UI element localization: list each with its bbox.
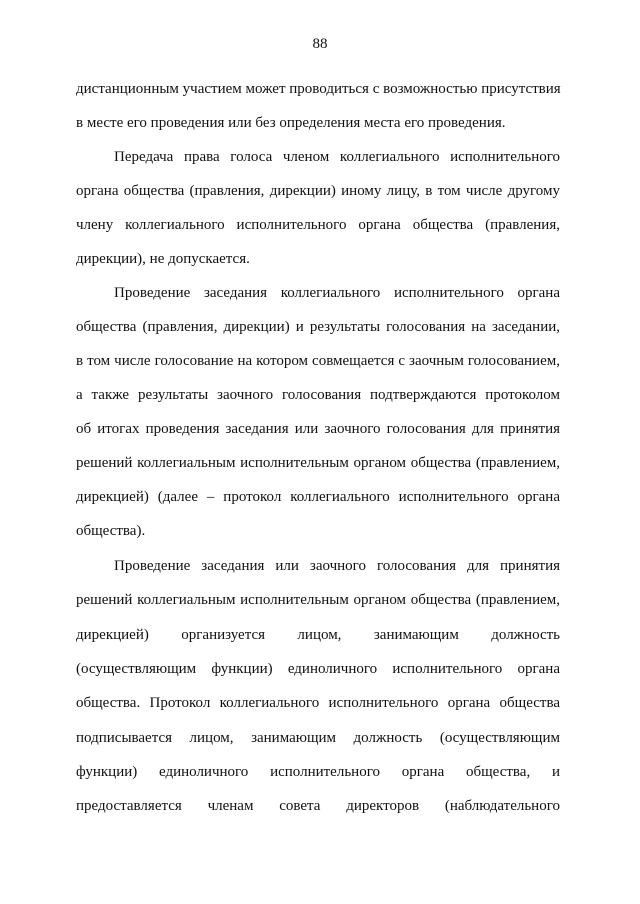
text-line: (осуществляющим функции) единоличного исполнительного органа — [76, 661, 560, 677]
text-line: члену коллегиального исполнительного органа общества (правления, — [76, 217, 560, 233]
text-line: в месте его проведения или без определения места его проведения. — [76, 115, 506, 131]
text-line: функции) единоличного исполнительного органа общества, и — [76, 764, 560, 780]
text-line: дирекцией) организуется лицом, занимающим должность — [76, 627, 560, 643]
text-line: Передача права голоса членом коллегиального исполнительного — [114, 149, 560, 165]
text-line: решений коллегиальным исполнительным органом общества (правлением, — [76, 455, 560, 471]
text-line: предоставляется членам совета директоров (наблюдательного — [76, 798, 560, 814]
text-line: дистанционным участием может проводиться с возможностью присутствия — [76, 81, 561, 97]
text-line: дирекции), не допускается. — [76, 251, 250, 267]
text-line: в том числе голосование на котором совмещается с заочным голосованием, — [76, 353, 560, 369]
text-line: решений коллегиальным исполнительным органом общества (правлением, — [76, 592, 560, 608]
text-line: общества (правления, дирекции) и результаты голосования на заседании, — [76, 319, 560, 335]
text-line: Проведение заседания или заочного голосования для принятия — [114, 558, 560, 574]
page-number: 88 — [312, 36, 328, 52]
text-line: органа общества (правления, дирекции) иному лицу, в том числе другому — [76, 183, 560, 199]
text-line: общества. Протокол коллегиального исполнительного органа общества — [76, 695, 560, 711]
text-line: а также результаты заочного голосования подтверждаются протоколом — [76, 387, 560, 403]
text-line: Проведение заседания коллегиального исполнительного органа — [114, 285, 560, 301]
text-line: общества). — [76, 523, 146, 539]
text-line: дирекцией) (далее – протокол коллегиального исполнительного органа — [76, 489, 560, 505]
text-line: об итогах проведения заседания или заочного голосования для принятия — [76, 421, 560, 437]
text-line: подписывается лицом, занимающим должность (осуществляющим — [76, 730, 560, 746]
